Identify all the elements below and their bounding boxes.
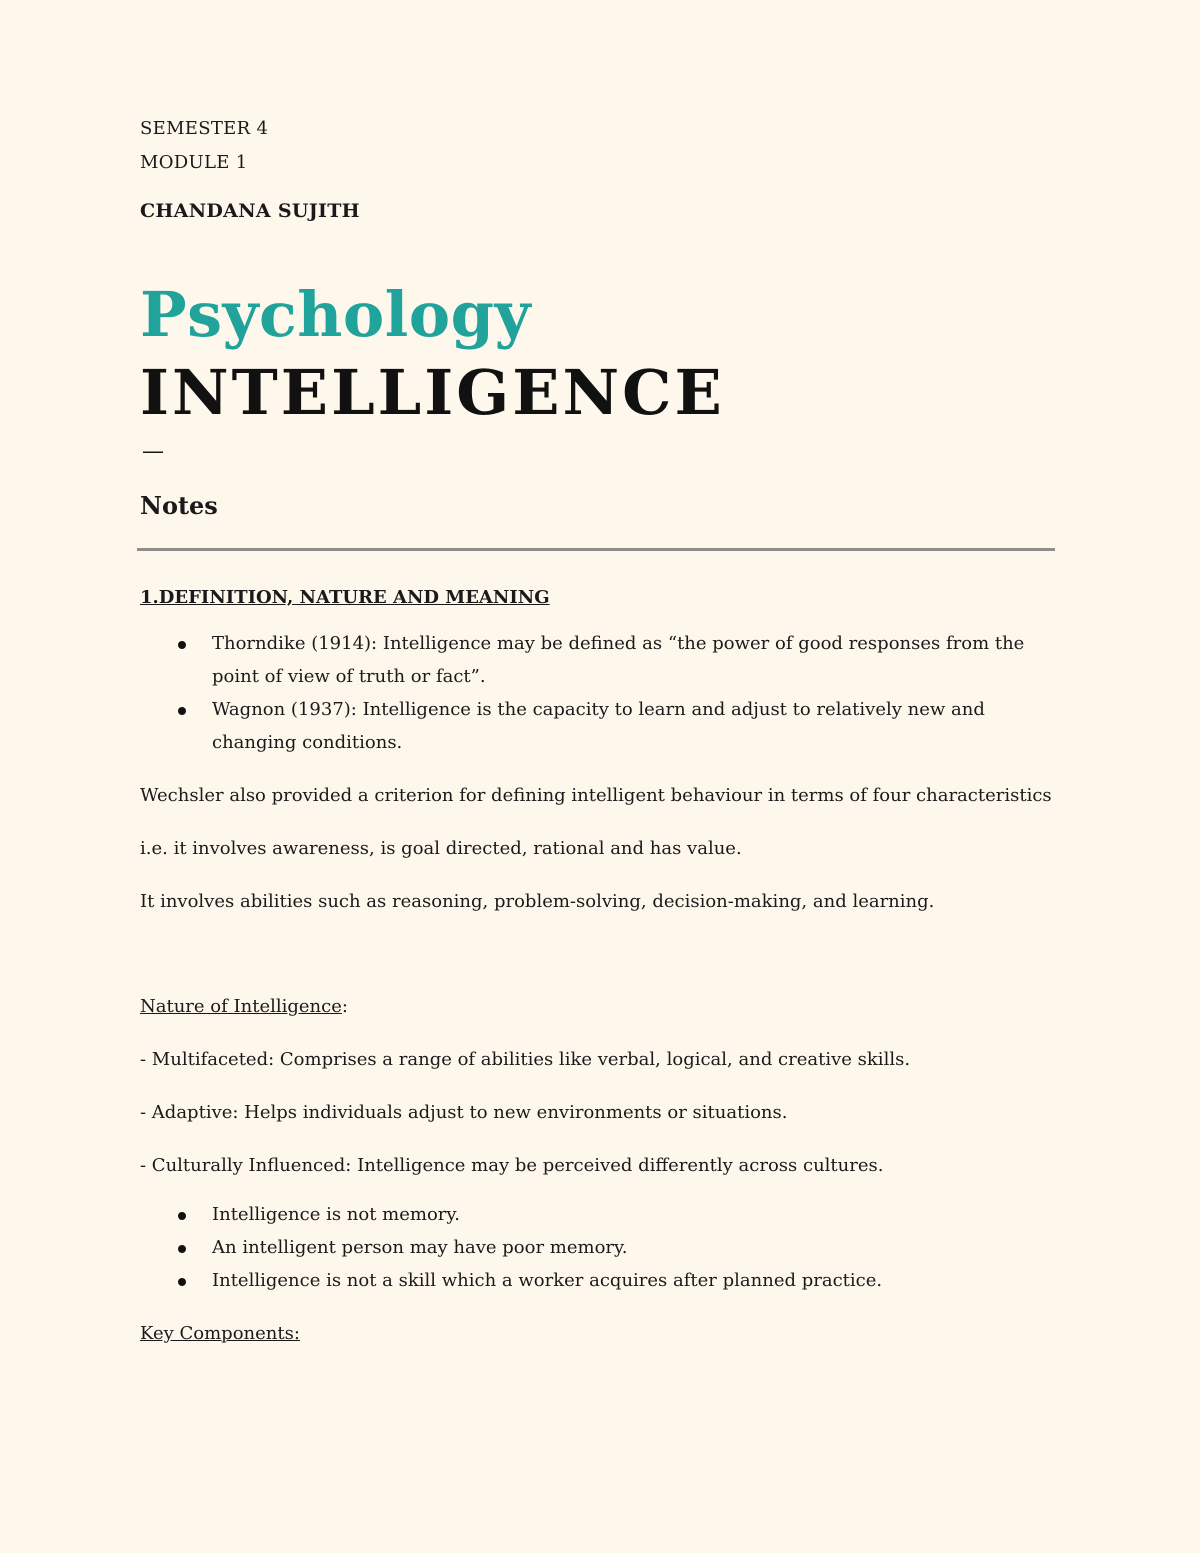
nature-heading [140, 990, 1060, 1023]
definition-text: Thorndike (1914): Intelligence may be defined as “the power of good responses from the point of view of truth or fact”. [212, 633, 1025, 687]
bullet-icon [178, 1212, 186, 1220]
nature-point: - Culturally Influenced: Intelligence may be perceived differently across cultures. [140, 1155, 884, 1176]
bullet-icon [178, 1245, 186, 1253]
list-item [140, 1231, 1060, 1264]
semester-label: SEMESTER 4 [140, 118, 269, 139]
list-item [140, 693, 1060, 759]
nature-point: - Adaptive: Helps individuals adjust to new environments or situations. [140, 1102, 788, 1123]
document-subtitle: INTELLIGENCE [140, 356, 725, 429]
nature-bullet-list [140, 1198, 1060, 1297]
paragraph: Wechsler also provided a criterion for defining intelligent behaviour in terms of four characteristics [140, 785, 1052, 806]
paragraph: It involves abilities such as reasoning, problem-solving, decision-making, and learning. [140, 891, 935, 912]
list-item [140, 627, 1060, 693]
definition-text: Wagnon (1937): Intelligence is the capacity to learn and adjust to relatively new and changing conditions. [212, 699, 985, 753]
nature-point: - Multifaceted: Comprises a range of abilities like verbal, logical, and creative skills. [140, 1049, 911, 1070]
nature-heading-colon: : [341, 996, 348, 1017]
nature-heading-text: Nature of Intelligence [140, 996, 342, 1017]
list-item [140, 1198, 1060, 1231]
document-page [140, 112, 1060, 1350]
key-components-heading: Key Components: [140, 1323, 300, 1344]
bullet-text: Intelligence is not a skill which a worker acquires after planned practice. [212, 1270, 883, 1291]
section-divider [137, 548, 1055, 551]
section-heading-definition: 1.DEFINITION, NATURE AND MEANING [140, 587, 550, 608]
title-dash: — [142, 439, 164, 464]
paragraph: i.e. it involves awareness, is goal directed, rational and has value. [140, 838, 742, 859]
bullet-icon [178, 1278, 186, 1286]
list-item [140, 1264, 1060, 1297]
notes-heading: Notes [140, 491, 218, 520]
bullet-text: An intelligent person may have poor memory. [212, 1237, 628, 1258]
document-title: Psychology [140, 278, 532, 351]
author-name: CHANDANA SUJITH [140, 200, 360, 222]
module-label: MODULE 1 [140, 152, 248, 173]
bullet-text: Intelligence is not memory. [212, 1204, 460, 1225]
definition-list [140, 627, 1060, 759]
bullet-icon [178, 707, 186, 715]
bullet-icon [178, 641, 186, 649]
